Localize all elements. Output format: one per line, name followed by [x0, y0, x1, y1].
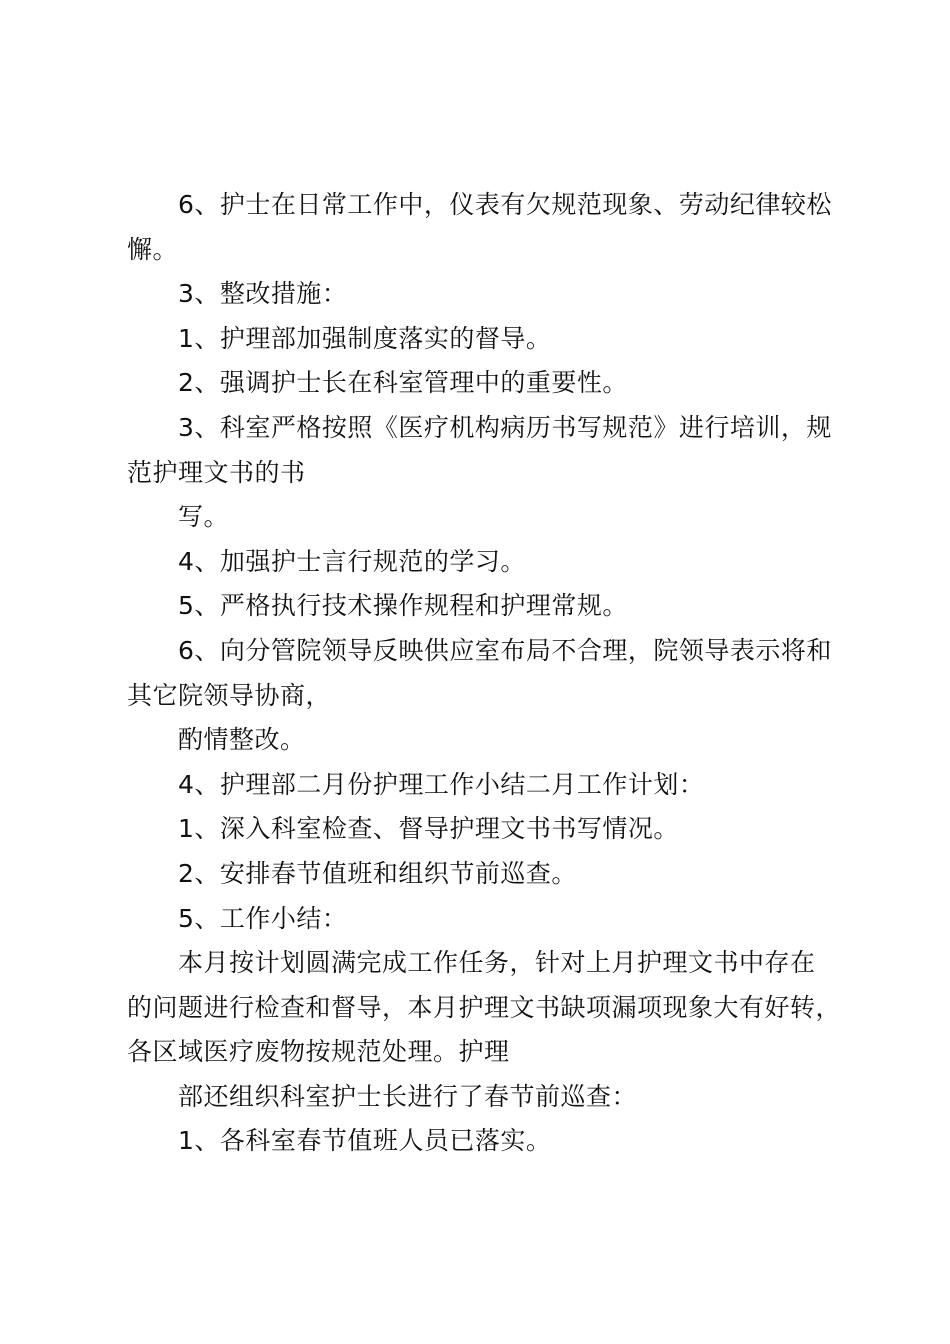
section-heading: 5、工作小结： [178, 903, 348, 933]
text-line: 范护理文书的书 [127, 457, 306, 487]
document-body [127, 183, 842, 1164]
text-line: 酌情整改。 [178, 725, 306, 755]
list-item: 1、护理部加强制度落实的督导。 [178, 323, 552, 353]
list-item: 3、科室严格按照《医疗机构病历书写规范》进行培训，规 [178, 412, 832, 442]
paragraph-line: 本月按计划圆满完成工作任务，针对上月护理文书中存在 [178, 948, 816, 978]
section-heading: 4、护理部二月份护理工作小结二月工作计划： [178, 769, 705, 799]
list-item: 4、加强护士言行规范的学习。 [178, 546, 526, 576]
list-item: 6、向分管院领导反映供应室布局不合理，院领导表示将和 [178, 635, 832, 665]
list-item: 2、强调护士长在科室管理中的重要性。 [178, 368, 628, 398]
list-item: 2、安排春节值班和组织节前巡查。 [178, 858, 577, 888]
list-item: 1、各科室春节值班人员已落实。 [178, 1126, 552, 1156]
text-line: 写。 [178, 502, 230, 532]
section-heading: 3、整改措施： [178, 279, 348, 309]
text-line: 懈。 [127, 234, 179, 264]
text-line: 其它院领导协商， [127, 680, 332, 710]
list-item: 5、严格执行技术操作规程和护理常规。 [178, 591, 628, 621]
paragraph-line: 部还组织科室护士长进行了春节前巡查： [178, 1081, 638, 1111]
list-item: 1、深入科室检查、督导护理文书书写情况。 [178, 814, 679, 844]
paragraph-line: 的问题进行检查和督导，本月护理文书缺项漏项现象大有好转， [127, 992, 842, 1022]
text-line: 6、护士在日常工作中，仪表有欠规范现象、劳动纪律较松 [178, 190, 832, 219]
paragraph-line: 各区域医疗废物按规范处理。护理 [127, 1037, 510, 1067]
